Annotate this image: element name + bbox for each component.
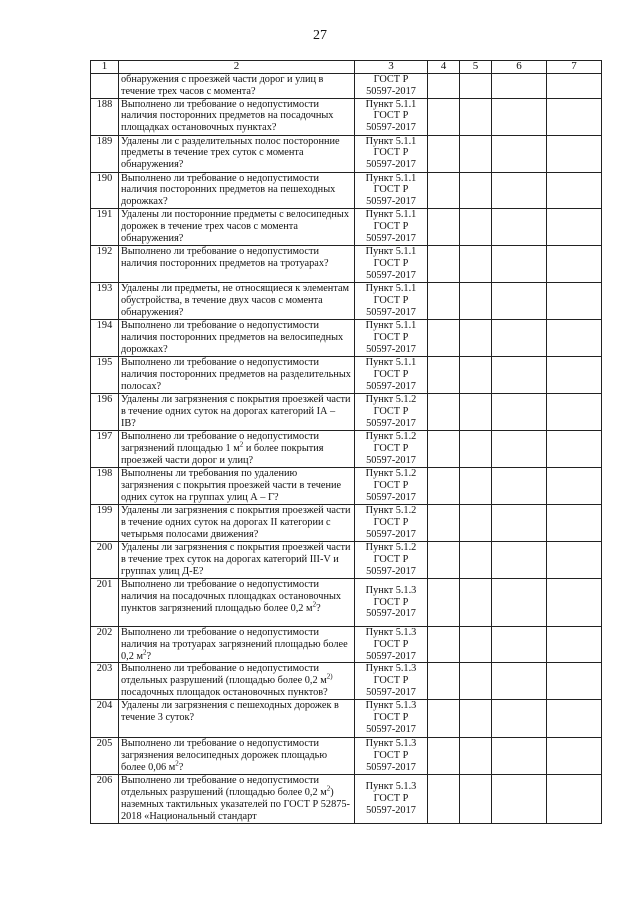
regulation-reference <box>355 98 428 135</box>
reference-line: 50597-2017 <box>366 380 416 392</box>
reference-line: Пункт 5.1.1 <box>365 135 417 147</box>
table-row <box>91 775 602 823</box>
item-number: 197 <box>91 430 119 467</box>
question-text: Выполнены ли требования по удалению загрязнения с покрытия проезжей части в течение одних суток на группах улиц А – Г? <box>119 467 355 504</box>
question-text <box>119 578 355 626</box>
table-row <box>91 626 602 662</box>
reference-line: 50597-2017 <box>366 232 416 244</box>
reference-line: ГОСТ Р <box>373 74 409 85</box>
item-number: 201 <box>91 578 119 626</box>
column-header: 4 <box>428 61 460 74</box>
item-number: 189 <box>91 135 119 172</box>
item-number <box>91 74 119 99</box>
reference-line: 50597-2017 <box>366 686 416 698</box>
superscript: 2) <box>326 672 333 681</box>
column-header: 3 <box>355 61 428 74</box>
question-fragment: ? <box>316 602 321 614</box>
reference-line: ГОСТ Р <box>373 793 409 805</box>
table-row <box>91 74 602 99</box>
regulation-reference <box>355 282 428 319</box>
answer-cell[interactable] <box>460 172 492 208</box>
regulation-reference <box>355 775 428 823</box>
question-fragment: Выполнено ли требование о недопустимости загрязнений площадью 1 м <box>121 430 319 454</box>
item-number: 195 <box>91 356 119 393</box>
answer-cell[interactable] <box>428 356 460 393</box>
answer-cell[interactable] <box>428 393 460 430</box>
reference-line: ГОСТ Р <box>373 331 409 343</box>
reference-line: ГОСТ Р <box>373 405 409 417</box>
reference-line: 50597-2017 <box>366 159 416 171</box>
answer-cell[interactable] <box>547 626 602 662</box>
answer-cell[interactable] <box>492 393 547 430</box>
answer-cell[interactable] <box>547 356 602 393</box>
answer-cell[interactable] <box>492 356 547 393</box>
answer-cell[interactable] <box>428 245 460 282</box>
table-row <box>91 356 602 393</box>
answer-cell[interactable] <box>547 430 602 467</box>
item-number: 190 <box>91 172 119 208</box>
header-row <box>91 61 602 74</box>
regulation-reference <box>355 356 428 393</box>
column-header: 1 <box>91 61 119 74</box>
answer-cell[interactable] <box>428 578 460 626</box>
answer-cell[interactable] <box>460 578 492 626</box>
reference-line: ГОСТ Р <box>373 368 409 380</box>
reference-line: 50597-2017 <box>366 306 416 318</box>
answer-cell[interactable] <box>547 98 602 135</box>
column-header: 7 <box>547 61 602 74</box>
answer-cell[interactable] <box>492 430 547 467</box>
regulation-reference <box>355 172 428 208</box>
answer-cell[interactable] <box>460 245 492 282</box>
reference-line: Пункт 5.1.1 <box>365 356 417 368</box>
table-row <box>91 393 602 430</box>
reference-line: ГОСТ Р <box>373 516 409 528</box>
answer-cell[interactable] <box>492 775 547 823</box>
column-header: 2 <box>119 61 355 74</box>
answer-cell[interactable] <box>492 738 547 775</box>
item-number: 192 <box>91 245 119 282</box>
regulation-reference <box>355 700 428 738</box>
reference-line: ГОСТ Р <box>373 712 409 724</box>
question-fragment: ? <box>178 761 184 773</box>
answer-cell[interactable] <box>492 98 547 135</box>
reference-line: Пункт 5.1.2 <box>365 504 417 516</box>
reference-line: ГОСТ Р <box>373 110 409 122</box>
reference-line: Пункт 5.1.3 <box>365 626 417 638</box>
question-text: Удалены ли загрязнения с покрытия проезжей части в течение трех суток на дорогах категорий III-V и группах улиц Д-Е? <box>119 541 355 578</box>
reference-line: Пункт 5.1.1 <box>365 208 417 220</box>
reference-line: 50597-2017 <box>366 122 416 134</box>
item-number: 199 <box>91 504 119 541</box>
answer-cell[interactable] <box>492 245 547 282</box>
regulation-reference <box>355 430 428 467</box>
answer-cell[interactable] <box>428 663 460 700</box>
reference-line: Пункт 5.1.1 <box>365 172 417 184</box>
column-header: 6 <box>492 61 547 74</box>
reference-line: 50597-2017 <box>366 565 416 577</box>
question-fragment: и более покрытия проезжей части дорог и улиц? <box>121 442 324 466</box>
answer-cell[interactable] <box>547 135 602 172</box>
reference-line: ГОСТ Р <box>373 220 409 232</box>
item-number: 191 <box>91 208 119 245</box>
reference-line: ГОСТ Р <box>373 442 409 454</box>
table-row <box>91 700 602 738</box>
question-text: Выполнено ли требование о недопустимости наличия посторонних предметов на тротуарах? <box>119 245 355 282</box>
table-row <box>91 319 602 356</box>
question-text: Удалены ли предметы, не относящиеся к элементам обустройства, в течение двух часов с момента обнаружения? <box>119 282 355 319</box>
reference-line: Пункт 5.1.1 <box>365 282 417 294</box>
reference-line: 50597-2017 <box>366 528 416 540</box>
answer-cell[interactable] <box>428 135 460 172</box>
reference-line: Пункт 5.1.2 <box>365 430 417 442</box>
question-text: Выполнено ли требование о недопустимости наличия посторонних предметов на посадочных площадках остановочных пунктах? <box>119 98 355 135</box>
answer-cell[interactable] <box>428 700 460 738</box>
reference-line: 50597-2017 <box>366 196 416 208</box>
reference-line: Пункт 5.1.1 <box>365 245 417 257</box>
item-number: 205 <box>91 738 119 775</box>
superscript: 2 <box>312 600 317 609</box>
question-text: Выполнено ли требование о недопустимости наличия посторонних предметов на разделительных полосах? <box>119 356 355 393</box>
question-text <box>119 626 355 662</box>
table-row <box>91 135 602 172</box>
answer-cell[interactable] <box>460 282 492 319</box>
answer-cell[interactable] <box>428 74 460 99</box>
answer-cell[interactable] <box>547 172 602 208</box>
answer-cell[interactable] <box>492 172 547 208</box>
page-number: 27 <box>313 28 327 43</box>
answer-cell[interactable] <box>428 98 460 135</box>
regulation-reference <box>355 504 428 541</box>
reference-line: 50597-2017 <box>366 491 416 503</box>
answer-cell[interactable] <box>460 541 492 578</box>
answer-cell[interactable] <box>428 467 460 504</box>
answer-cell[interactable] <box>547 282 602 319</box>
reference-line: ГОСТ Р <box>373 184 409 196</box>
answer-cell[interactable] <box>547 208 602 245</box>
answer-cell[interactable] <box>492 135 547 172</box>
answer-cell[interactable] <box>492 504 547 541</box>
question-fragment: Выполнено ли требование о недопустимости загрязнения велосипедных дорожек площадью более 0,06 м <box>121 738 328 773</box>
item-number: 204 <box>91 700 119 738</box>
reference-line: ГОСТ Р <box>373 479 409 491</box>
question-fragment: Выполнено ли требование о недопустимости наличия на тротуарах загрязнений площадью более 0,2 м <box>121 626 348 662</box>
answer-cell[interactable] <box>492 700 547 738</box>
item-number: 200 <box>91 541 119 578</box>
regulation-reference <box>355 578 428 626</box>
question-fragment: Выполнено ли требование о недопустимости наличия на посадочных площадках остановочных пунктов загрязнений площадью более 0,2 м <box>121 578 342 614</box>
answer-cell[interactable] <box>460 775 492 823</box>
question-text: Удалены ли загрязнения с покрытия проезжей части в течение одних суток на дорогах категорий IА – IВ? <box>119 393 355 430</box>
reference-line: 50597-2017 <box>366 343 416 355</box>
answer-cell[interactable] <box>428 626 460 662</box>
reference-line: ГОСТ Р <box>373 553 409 565</box>
answer-cell[interactable] <box>547 504 602 541</box>
reference-line: ГОСТ Р <box>373 638 409 650</box>
question-text <box>119 738 355 775</box>
answer-cell[interactable] <box>547 663 602 700</box>
reference-line: Пункт 5.1.2 <box>365 467 417 479</box>
reference-line: ГОСТ Р <box>373 675 409 687</box>
answer-cell[interactable] <box>428 738 460 775</box>
reference-line: Пункт 5.1.3 <box>365 663 417 675</box>
answer-cell[interactable] <box>460 393 492 430</box>
reference-line: 50597-2017 <box>366 723 416 735</box>
answer-cell[interactable] <box>547 467 602 504</box>
answer-cell[interactable] <box>428 172 460 208</box>
answer-cell[interactable] <box>547 578 602 626</box>
reference-line: ГОСТ Р <box>373 147 409 159</box>
answer-cell[interactable] <box>492 208 547 245</box>
table-row <box>91 172 602 208</box>
question-fragment: Выполнено ли требование о недопустимости отдельных разрушений (площадью более 0,2 м <box>121 663 327 687</box>
regulation-reference <box>355 135 428 172</box>
item-number: 203 <box>91 663 119 700</box>
item-number: 188 <box>91 98 119 135</box>
answer-cell[interactable] <box>492 74 547 99</box>
reference-line: ГОСТ Р <box>373 257 409 269</box>
reference-line: Пункт 5.1.3 <box>365 781 417 793</box>
answer-cell[interactable] <box>547 74 602 99</box>
reference-line: 50597-2017 <box>366 454 416 466</box>
reference-line: Пункт 5.1.1 <box>365 319 417 331</box>
table-row <box>91 578 602 626</box>
answer-cell[interactable] <box>460 319 492 356</box>
item-number: 193 <box>91 282 119 319</box>
answer-cell[interactable] <box>428 208 460 245</box>
regulation-reference <box>355 467 428 504</box>
reference-line: 50597-2017 <box>366 804 416 816</box>
table-row <box>91 504 602 541</box>
answer-cell[interactable] <box>547 319 602 356</box>
table-row <box>91 245 602 282</box>
reference-line: ГОСТ Р <box>373 596 409 608</box>
regulation-reference <box>355 738 428 775</box>
question-text: Выполнено ли требование о недопустимости наличия посторонних предметов на пешеходных дорожках? <box>119 172 355 208</box>
checklist-table <box>90 60 602 824</box>
answer-cell[interactable] <box>492 319 547 356</box>
reference-line: Пункт 5.1.2 <box>365 393 417 405</box>
answer-cell[interactable] <box>547 700 602 738</box>
answer-cell[interactable] <box>460 74 492 99</box>
reference-line: Пункт 5.1.3 <box>365 700 417 712</box>
item-number: 206 <box>91 775 119 823</box>
table-row <box>91 98 602 135</box>
reference-line: Пункт 5.1.1 <box>365 98 417 110</box>
question-text <box>119 430 355 467</box>
reference-line: 50597-2017 <box>366 608 416 620</box>
question-text <box>119 775 355 823</box>
regulation-reference <box>355 541 428 578</box>
answer-cell[interactable] <box>460 504 492 541</box>
answer-cell[interactable] <box>460 356 492 393</box>
regulation-reference <box>355 208 428 245</box>
reference-line: ГОСТ Р <box>373 750 409 762</box>
answer-cell[interactable] <box>492 663 547 700</box>
answer-cell[interactable] <box>460 700 492 738</box>
superscript: 2 <box>326 784 331 793</box>
answer-cell[interactable] <box>460 467 492 504</box>
regulation-reference <box>355 663 428 700</box>
item-number: 196 <box>91 393 119 430</box>
reference-line: 50597-2017 <box>366 85 416 97</box>
question-text: Удалены ли загрязнения с покрытия проезжей части в течение одних суток на дорогах II категории с четырьмя полосами движения? <box>119 504 355 541</box>
reference-line: Пункт 5.1.3 <box>365 738 417 750</box>
answer-cell[interactable] <box>428 282 460 319</box>
regulation-reference <box>355 626 428 662</box>
table-row <box>91 541 602 578</box>
question-text <box>119 663 355 700</box>
reference-line: ГОСТ Р <box>373 294 409 306</box>
reference-line: 50597-2017 <box>366 761 416 773</box>
table-row <box>91 663 602 700</box>
table-row <box>91 208 602 245</box>
answer-cell[interactable] <box>547 775 602 823</box>
answer-cell[interactable] <box>492 541 547 578</box>
question-fragment: Выполнено ли требование о недопустимости отдельных разрушений (площадью более 0,2 м <box>121 775 327 799</box>
answer-cell[interactable] <box>492 578 547 626</box>
item-number: 198 <box>91 467 119 504</box>
regulation-reference <box>355 393 428 430</box>
superscript: 2 <box>142 648 147 657</box>
regulation-reference <box>355 245 428 282</box>
answer-cell[interactable] <box>428 541 460 578</box>
table-row <box>91 430 602 467</box>
answer-cell[interactable] <box>460 208 492 245</box>
reference-line: 50597-2017 <box>366 650 416 662</box>
answer-cell[interactable] <box>460 663 492 700</box>
table-row <box>91 738 602 775</box>
table-row <box>91 282 602 319</box>
question-fragment: ) наземных тактильных указателей по ГОСТ Р 52875-2018 «Национальный стандарт <box>121 787 350 822</box>
answer-cell[interactable] <box>460 98 492 135</box>
answer-cell[interactable] <box>492 282 547 319</box>
superscript: 2 <box>239 440 244 449</box>
answer-cell[interactable] <box>547 738 602 775</box>
question-text: Удалены ли посторонние предметы с велосипедных дорожек в течение трех часов с момента обнаружения? <box>119 208 355 245</box>
answer-cell[interactable] <box>460 430 492 467</box>
answer-cell[interactable] <box>460 626 492 662</box>
column-header: 5 <box>460 61 492 74</box>
reference-line: 50597-2017 <box>366 417 416 429</box>
answer-cell[interactable] <box>460 135 492 172</box>
answer-cell[interactable] <box>428 504 460 541</box>
answer-cell[interactable] <box>492 467 547 504</box>
question-text: обнаружения с проезжей части дорог и улиц в течение трех часов с момента? <box>119 74 355 99</box>
answer-cell[interactable] <box>428 430 460 467</box>
question-text: Удалены ли загрязнения с пешеходных дорожек в течение 3 суток? <box>119 700 355 738</box>
answer-cell[interactable] <box>460 738 492 775</box>
answer-cell[interactable] <box>547 245 602 282</box>
answer-cell[interactable] <box>492 626 547 662</box>
superscript: 2 <box>175 759 179 768</box>
reference-line: 50597-2017 <box>366 269 416 281</box>
table-row <box>91 467 602 504</box>
answer-cell[interactable] <box>547 393 602 430</box>
reference-line: Пункт 5.1.2 <box>365 541 417 553</box>
answer-cell[interactable] <box>428 775 460 823</box>
question-text: Удалены ли с разделительных полос посторонние предметы в течение трех суток с момента обнаружения? <box>119 135 355 172</box>
question-fragment: ? <box>146 650 152 662</box>
regulation-reference <box>355 319 428 356</box>
question-fragment: посадочных площадок остановочных пунктов? <box>121 686 328 698</box>
regulation-reference <box>355 74 428 99</box>
item-number: 202 <box>91 626 119 662</box>
answer-cell[interactable] <box>428 319 460 356</box>
question-text: Выполнено ли требование о недопустимости наличия посторонних предметов на велосипедных дорожках? <box>119 319 355 356</box>
reference-line: Пункт 5.1.3 <box>365 584 417 596</box>
answer-cell[interactable] <box>547 541 602 578</box>
item-number: 194 <box>91 319 119 356</box>
